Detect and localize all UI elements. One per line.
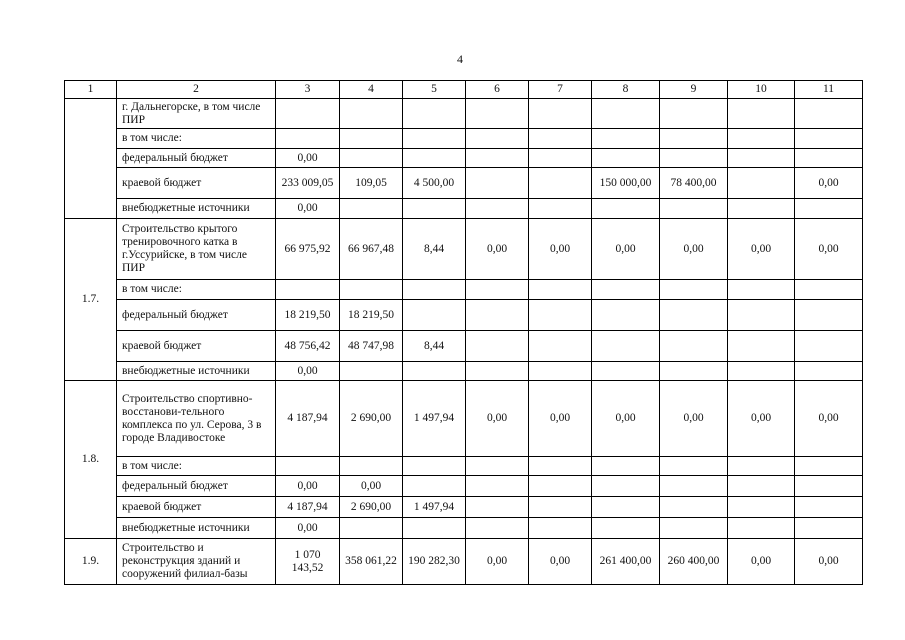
value-cell: 0,00: [276, 149, 340, 168]
value-cell: [795, 280, 863, 300]
row-label: краевой бюджет: [117, 331, 276, 362]
value-cell: [795, 497, 863, 518]
value-cell: [466, 518, 529, 539]
value-cell: [529, 300, 592, 331]
value-cell: [529, 362, 592, 381]
value-cell: [340, 129, 403, 149]
value-cell: [466, 457, 529, 476]
value-cell: [592, 331, 660, 362]
value-cell: [592, 362, 660, 381]
value-cell: 4 187,94: [276, 381, 340, 457]
value-cell: 4 187,94: [276, 497, 340, 518]
value-cell: [276, 99, 340, 129]
value-cell: [340, 518, 403, 539]
value-cell: 66 967,48: [340, 219, 403, 280]
value-cell: [728, 362, 795, 381]
value-cell: [728, 129, 795, 149]
value-cell: [466, 199, 529, 219]
value-cell: [466, 497, 529, 518]
value-cell: [592, 300, 660, 331]
table-row: [65, 129, 863, 149]
value-cell: [403, 457, 466, 476]
value-cell: [529, 99, 592, 129]
value-cell: [466, 300, 529, 331]
value-cell: [660, 149, 728, 168]
value-cell: [660, 497, 728, 518]
value-cell: 1 070 143,52: [276, 539, 340, 585]
value-cell: [276, 129, 340, 149]
table-row: [65, 99, 863, 129]
value-cell: [728, 476, 795, 497]
value-cell: [529, 457, 592, 476]
header-row: [65, 81, 863, 99]
value-cell: [529, 280, 592, 300]
value-cell: [276, 457, 340, 476]
table-row: [65, 539, 863, 585]
value-cell: [592, 280, 660, 300]
value-cell: [403, 149, 466, 168]
value-cell: [728, 199, 795, 219]
value-cell: [660, 331, 728, 362]
value-cell: [660, 280, 728, 300]
value-cell: 0,00: [728, 539, 795, 585]
value-cell: [795, 476, 863, 497]
value-cell: 233 009,05: [276, 168, 340, 199]
value-cell: [728, 168, 795, 199]
value-cell: [403, 300, 466, 331]
value-cell: [660, 457, 728, 476]
value-cell: [529, 497, 592, 518]
value-cell: [466, 280, 529, 300]
value-cell: [592, 99, 660, 129]
value-cell: [660, 129, 728, 149]
value-cell: [592, 199, 660, 219]
value-cell: [592, 518, 660, 539]
value-cell: [529, 331, 592, 362]
header-cell: 2: [117, 81, 276, 99]
header-cell: 9: [660, 81, 728, 99]
value-cell: 0,00: [728, 381, 795, 457]
table-row: [65, 476, 863, 497]
value-cell: [529, 168, 592, 199]
header-cell: 7: [529, 81, 592, 99]
value-cell: [403, 129, 466, 149]
value-cell: 0,00: [795, 168, 863, 199]
header-cell: 1: [65, 81, 117, 99]
value-cell: [592, 457, 660, 476]
value-cell: 0,00: [276, 518, 340, 539]
value-cell: [728, 300, 795, 331]
table-row: [65, 518, 863, 539]
value-cell: 261 400,00: [592, 539, 660, 585]
value-cell: [403, 280, 466, 300]
value-cell: 0,00: [795, 219, 863, 280]
table-row: [65, 149, 863, 168]
value-cell: 78 400,00: [660, 168, 728, 199]
value-cell: [795, 331, 863, 362]
value-cell: 2 690,00: [340, 381, 403, 457]
value-cell: [403, 362, 466, 381]
value-cell: 18 219,50: [340, 300, 403, 331]
value-cell: 1 497,94: [403, 497, 466, 518]
table-row: [65, 168, 863, 199]
table-body: [65, 81, 863, 585]
value-cell: 4 500,00: [403, 168, 466, 199]
value-cell: 0,00: [529, 539, 592, 585]
value-cell: [728, 518, 795, 539]
header-cell: 11: [795, 81, 863, 99]
value-cell: 0,00: [529, 381, 592, 457]
value-cell: [592, 129, 660, 149]
header-cell: 8: [592, 81, 660, 99]
section-number: [65, 99, 117, 219]
value-cell: 8,44: [403, 331, 466, 362]
value-cell: [403, 476, 466, 497]
table-row: [65, 199, 863, 219]
value-cell: [660, 476, 728, 497]
value-cell: [592, 497, 660, 518]
table-row: [65, 381, 863, 457]
value-cell: [660, 199, 728, 219]
value-cell: [340, 99, 403, 129]
value-cell: 0,00: [592, 219, 660, 280]
value-cell: [795, 149, 863, 168]
row-label: внебюджетные источники: [117, 362, 276, 381]
row-label: федеральный бюджет: [117, 476, 276, 497]
value-cell: 0,00: [340, 476, 403, 497]
value-cell: [728, 99, 795, 129]
row-label: краевой бюджет: [117, 497, 276, 518]
table-row: [65, 219, 863, 280]
value-cell: [728, 331, 795, 362]
value-cell: [795, 518, 863, 539]
value-cell: [403, 199, 466, 219]
row-label: г. Дальнегорске, в том числе ПИР: [117, 99, 276, 129]
page-number: 4: [457, 52, 463, 66]
value-cell: 0,00: [795, 381, 863, 457]
value-cell: [466, 362, 529, 381]
value-cell: 0,00: [466, 539, 529, 585]
value-cell: [276, 280, 340, 300]
budget-table: [64, 80, 863, 585]
row-label: Строительство крытого тренировочного катка в г.Уссурийске, в том числе ПИР: [117, 219, 276, 280]
value-cell: [529, 149, 592, 168]
row-label: в том числе:: [117, 129, 276, 149]
value-cell: 358 061,22: [340, 539, 403, 585]
row-label: Строительство спортивно-восстанови-тельного комплекса по ул. Серова, 3 в городе Владивостоке: [117, 381, 276, 457]
value-cell: [466, 476, 529, 497]
value-cell: 0,00: [660, 219, 728, 280]
header-cell: 4: [340, 81, 403, 99]
value-cell: [403, 518, 466, 539]
value-cell: [466, 129, 529, 149]
value-cell: [592, 149, 660, 168]
value-cell: [795, 300, 863, 331]
table-row: [65, 497, 863, 518]
value-cell: [466, 168, 529, 199]
value-cell: 0,00: [795, 539, 863, 585]
value-cell: [795, 362, 863, 381]
section-number: 1.8.: [65, 381, 117, 539]
value-cell: [660, 99, 728, 129]
value-cell: 0,00: [466, 219, 529, 280]
row-label: внебюджетные источники: [117, 518, 276, 539]
value-cell: [340, 280, 403, 300]
row-label: краевой бюджет: [117, 168, 276, 199]
value-cell: 109,05: [340, 168, 403, 199]
table-row: [65, 300, 863, 331]
value-cell: 0,00: [529, 219, 592, 280]
value-cell: [728, 497, 795, 518]
header-cell: 5: [403, 81, 466, 99]
value-cell: [728, 149, 795, 168]
value-cell: [660, 362, 728, 381]
table-row: [65, 362, 863, 381]
value-cell: [466, 99, 529, 129]
value-cell: 1 497,94: [403, 381, 466, 457]
value-cell: 0,00: [728, 219, 795, 280]
header-cell: 3: [276, 81, 340, 99]
value-cell: 18 219,50: [276, 300, 340, 331]
value-cell: 66 975,92: [276, 219, 340, 280]
row-label: в том числе:: [117, 280, 276, 300]
value-cell: [340, 362, 403, 381]
value-cell: [795, 129, 863, 149]
value-cell: [660, 518, 728, 539]
value-cell: 0,00: [466, 381, 529, 457]
value-cell: 260 400,00: [660, 539, 728, 585]
value-cell: [795, 457, 863, 476]
row-label: внебюджетные источники: [117, 199, 276, 219]
value-cell: [466, 149, 529, 168]
value-cell: [795, 199, 863, 219]
value-cell: 2 690,00: [340, 497, 403, 518]
value-cell: [466, 331, 529, 362]
value-cell: 8,44: [403, 219, 466, 280]
section-number: 1.7.: [65, 219, 117, 381]
table-row: [65, 280, 863, 300]
value-cell: 48 747,98: [340, 331, 403, 362]
row-label: федеральный бюджет: [117, 300, 276, 331]
value-cell: 0,00: [660, 381, 728, 457]
value-cell: [660, 300, 728, 331]
value-cell: 0,00: [276, 362, 340, 381]
value-cell: 190 282,30: [403, 539, 466, 585]
row-label: федеральный бюджет: [117, 149, 276, 168]
row-label: Строительство и реконструкция зданий и сооружений филиал-базы: [117, 539, 276, 585]
value-cell: [340, 457, 403, 476]
value-cell: [728, 280, 795, 300]
value-cell: [795, 99, 863, 129]
value-cell: [529, 129, 592, 149]
value-cell: 0,00: [276, 199, 340, 219]
section-number: 1.9.: [65, 539, 117, 585]
value-cell: [529, 518, 592, 539]
value-cell: [529, 476, 592, 497]
value-cell: [340, 199, 403, 219]
value-cell: 0,00: [592, 381, 660, 457]
value-cell: [529, 199, 592, 219]
value-cell: 48 756,42: [276, 331, 340, 362]
value-cell: 0,00: [276, 476, 340, 497]
value-cell: [728, 457, 795, 476]
value-cell: [403, 99, 466, 129]
header-cell: 10: [728, 81, 795, 99]
header-cell: 6: [466, 81, 529, 99]
table-row: [65, 331, 863, 362]
value-cell: 150 000,00: [592, 168, 660, 199]
table-row: [65, 457, 863, 476]
value-cell: [592, 476, 660, 497]
value-cell: [340, 149, 403, 168]
row-label: в том числе:: [117, 457, 276, 476]
